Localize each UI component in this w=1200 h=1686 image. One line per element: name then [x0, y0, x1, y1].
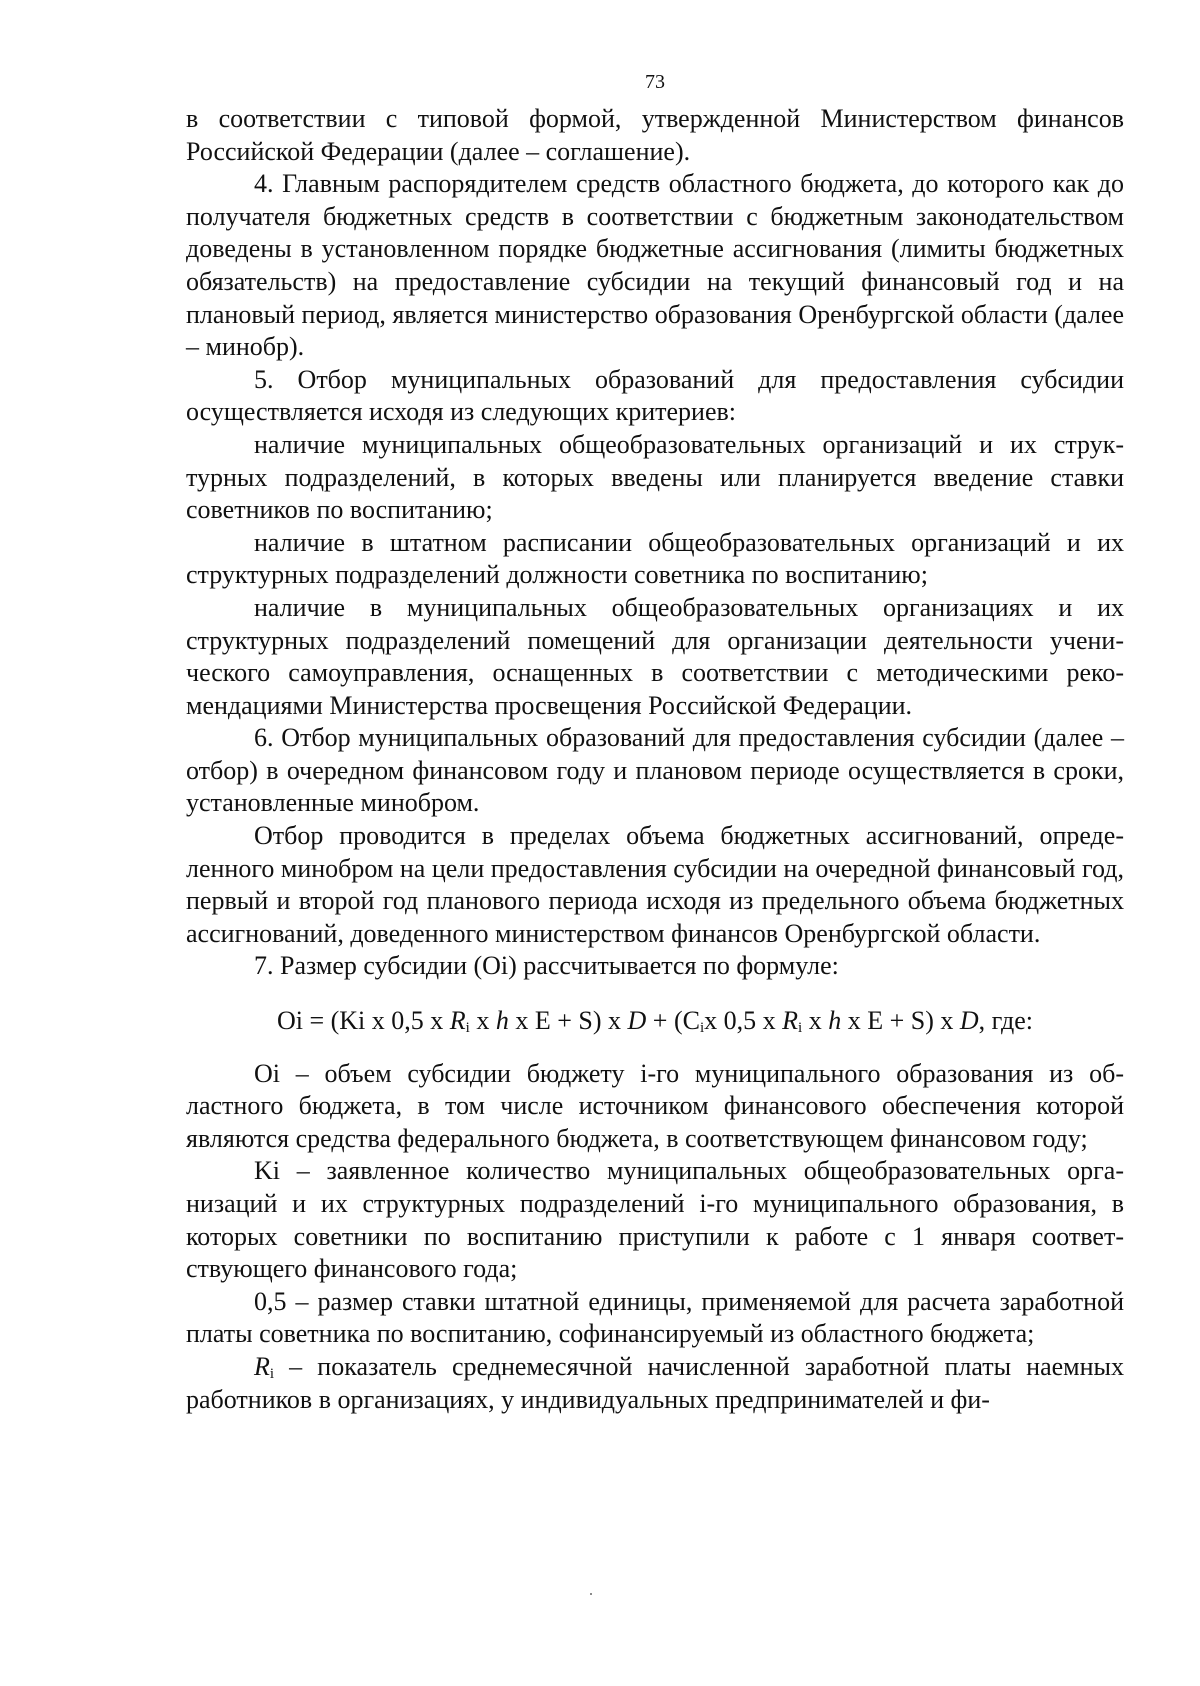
criterion-2: наличие в штатном расписании общеобразовательных организаций и их структурных подразделений должности советника по воспитанию; [186, 527, 1124, 590]
definition-symbol-r: R [254, 1351, 270, 1381]
definition-oi: Oi – объем субсидии бюджету i-го муниципального образования из областного бюджета, в том числе источником финансового обеспечения которой являются средства федерального бюджета, в соответствующем финансовом году; [186, 1058, 1124, 1153]
formula-part: x 0,5 x [704, 1006, 783, 1036]
formula-var-h: h [495, 1006, 509, 1036]
formula-part: , где: [978, 1006, 1034, 1036]
document-page [186, 70, 1124, 1416]
definition-ki: Ki – заявленное количество муниципальных общеобразовательных организаций и их структурных подразделений i-го муниципального образования, в которых советники по воспитанию приступили к работе с 1 января соответствующего финансового года; [186, 1156, 1124, 1284]
formula-part: + (C [646, 1006, 700, 1036]
formula-subscript: i [699, 1020, 705, 1037]
definition-ri [186, 1351, 1124, 1416]
page-number: 73 [645, 71, 665, 93]
definition-ri-text: – показатель среднемесячной начисленной заработной платы наемных работников в организациях, у индивидуальных предпринимателей и фи- [186, 1351, 1124, 1414]
formula-part: x E + S) x [841, 1006, 960, 1036]
formula-part: Oi = (Ki x 0,5 x [276, 1006, 450, 1036]
paragraph-item-5: 5. Отбор муниципальных образований для предоставления субсидии осуществляется исходя из следующих критериев: [186, 364, 1124, 427]
paragraph-item-6: 6. Отбор муниципальных образований для предоставления субсидии (далее – отбор) в очередном финансовом году и плановом периоде осуществляется в сроки, установленные минобром. [186, 723, 1124, 818]
criterion-3: наличие в муниципальных общеобразовательных организациях и их структурных подразделений помещений для организации деятельности ученического самоуправления, оснащенных в соответствии с методическими рекомендациями Министерства просвещения Российской Федерации. [186, 592, 1124, 720]
scan-speck [590, 1593, 592, 1595]
criterion-1: наличие муниципальных общеобразовательных организаций и их структурных подразделений, в которых введены или планируется введение ставки советников по воспитанию; [186, 429, 1124, 525]
paragraph-item-7: 7. Размер субсидии (Oi) рассчитывается по формуле: [254, 951, 839, 981]
formula-var-r: R [449, 1006, 466, 1036]
formula-part: x E + S) x [508, 1006, 628, 1036]
formula-var-h: h [828, 1006, 842, 1036]
formula-part: x [469, 1006, 496, 1036]
definition-rate: 0,5 – размер ставки штатной единицы, применяемой для расчета заработной платы советника по воспитанию, софинансируемый из областного бюджета; [186, 1286, 1124, 1349]
formula-var-d: D [627, 1006, 647, 1036]
formula-subscript: i [798, 1020, 803, 1037]
subsidy-formula [186, 1005, 1124, 1038]
paragraph-item-4: 4. Главным распорядителем средств областного бюджета, до которого как до получателя бюджетных средств в соответствии с бюджетным законодательством доведены в установленном порядке бюджетные ассигнования (лимиты бюджетных обязательств) на предоставление субсидии на текущий финансовый год и на плановый период, является министерство образования Оренбургской области (далее – минобр). [186, 169, 1124, 362]
formula-var-d: D [959, 1006, 979, 1036]
definition-subscript: i [269, 1365, 275, 1382]
formula-part: x [802, 1006, 829, 1036]
paragraph-continuation: в соответствии с типовой формой, утвержденной Министерством финансов Российской Федерации (далее – соглашение). [186, 104, 1124, 166]
formula-var-r: R [782, 1006, 799, 1036]
formula-subscript: i [465, 1020, 470, 1037]
paragraph-selection-limits: Отбор проводится в пределах объема бюджетных ассигнований, определенного минобром на цели предоставления субсидии на очередной финансовый год, первый и второй год планового периода исходя из предельного объема бюджетных ассигнований, доведенного министерством финансов Оренбургской области. [186, 821, 1124, 948]
